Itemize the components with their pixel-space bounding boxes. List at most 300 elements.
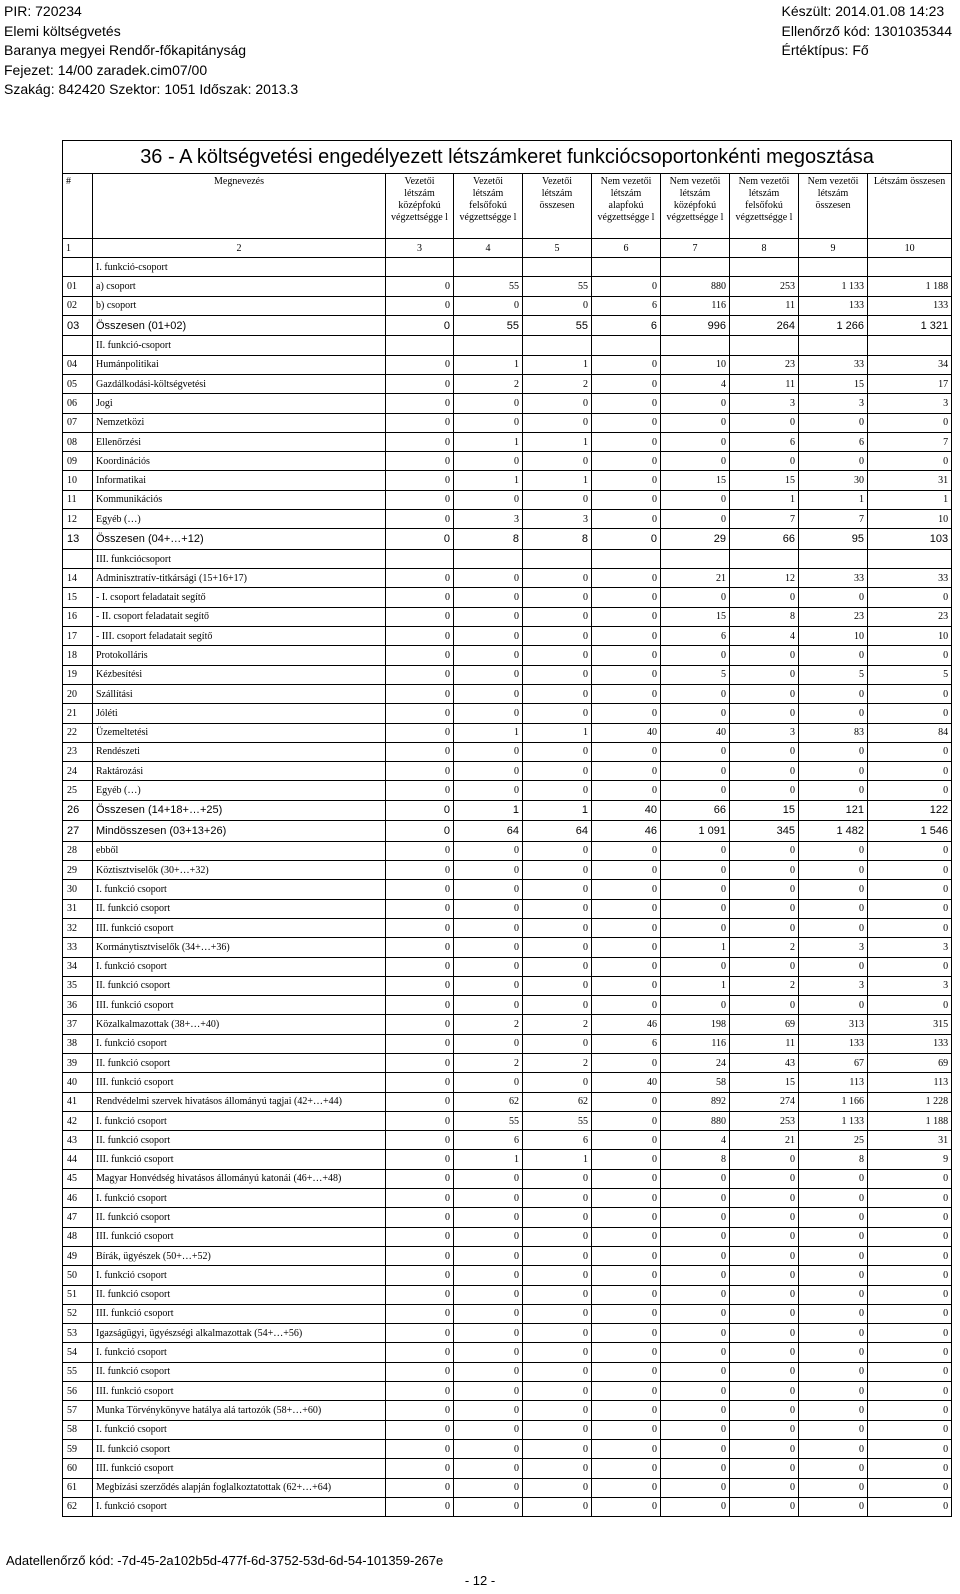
value-cell: 0	[454, 1304, 523, 1323]
row-name: I. funkció csoport	[93, 1034, 386, 1053]
value-cell: 0	[592, 918, 661, 937]
row-code: 38	[63, 1034, 93, 1053]
value-cell: 133	[799, 1034, 868, 1053]
value-cell: 0	[523, 704, 592, 723]
value-cell: 0	[799, 1304, 868, 1323]
value-cell: 0	[661, 742, 730, 761]
value-cell: 0	[386, 1111, 454, 1130]
row-code: 13	[63, 529, 93, 550]
value-cell: 0	[386, 880, 454, 899]
value-cell: 0	[454, 569, 523, 588]
value-cell: 0	[868, 1439, 952, 1458]
value-cell: 0	[661, 510, 730, 529]
value-cell: 0	[592, 569, 661, 588]
value-cell: 0	[592, 607, 661, 626]
value-cell: 0	[730, 1246, 799, 1265]
value-cell: 0	[730, 665, 799, 684]
header-check-code: Ellenőrző kód: 1301035344	[781, 22, 952, 39]
value-cell: 0	[868, 452, 952, 471]
row-name: - III. csoport feladatait segítő	[93, 627, 386, 646]
row-code: 06	[63, 394, 93, 413]
value-cell: 0	[454, 1073, 523, 1092]
empty-cell	[454, 336, 523, 355]
row-code: 31	[63, 899, 93, 918]
row-code: 16	[63, 607, 93, 626]
row-code: 18	[63, 646, 93, 665]
value-cell: 0	[523, 1382, 592, 1401]
row-name: Megbízási szerződés alapján foglalkoztatottak (62+…+64)	[93, 1478, 386, 1497]
value-cell: 0	[799, 646, 868, 665]
value-cell: 0	[730, 918, 799, 937]
header-left	[4, 2, 298, 100]
value-cell: 113	[868, 1073, 952, 1092]
table-row	[63, 1034, 952, 1053]
row-code: 59	[63, 1439, 93, 1458]
value-cell: 1 188	[868, 277, 952, 296]
value-cell: 4	[661, 374, 730, 393]
table-title: 36 - A költségvetési engedélyezett létszámkeret funkciócsoportonkénti megosztása	[63, 141, 952, 174]
table-row	[63, 1382, 952, 1401]
value-cell: 10	[799, 627, 868, 646]
row-name: I. funkció csoport	[93, 1497, 386, 1516]
row-name: - I. csoport feladatait segítő	[93, 588, 386, 607]
value-cell: 0	[386, 296, 454, 315]
value-cell: 0	[868, 1208, 952, 1227]
value-cell: 0	[454, 1208, 523, 1227]
row-name: Igazságügyi, ügyészségi alkalmazottak (54+…+56)	[93, 1324, 386, 1343]
table-row	[63, 569, 952, 588]
value-cell: 0	[730, 704, 799, 723]
value-cell: 0	[386, 1459, 454, 1478]
value-cell: 0	[868, 413, 952, 432]
value-cell: 1	[454, 432, 523, 451]
value-cell: 1 188	[868, 1111, 952, 1130]
row-code: 03	[63, 315, 93, 336]
value-cell: 0	[868, 1324, 952, 1343]
value-cell: 0	[661, 704, 730, 723]
value-cell: 1 133	[799, 277, 868, 296]
value-cell: 1	[454, 723, 523, 742]
value-cell: 0	[799, 1420, 868, 1439]
value-cell: 10	[868, 627, 952, 646]
value-cell: 0	[592, 1478, 661, 1497]
row-code: 12	[63, 510, 93, 529]
value-cell: 0	[454, 627, 523, 646]
value-cell: 0	[592, 471, 661, 490]
table-row	[63, 723, 952, 742]
value-cell: 0	[523, 1420, 592, 1439]
row-code	[63, 336, 93, 355]
row-code: 52	[63, 1304, 93, 1323]
value-cell: 0	[730, 996, 799, 1015]
value-cell: 3	[730, 723, 799, 742]
value-cell: 0	[454, 413, 523, 432]
table-row	[63, 1343, 952, 1362]
value-cell: 0	[386, 861, 454, 880]
value-cell: 0	[523, 684, 592, 703]
row-code: 62	[63, 1497, 93, 1516]
value-cell: 58	[661, 1073, 730, 1092]
value-cell: 0	[454, 1362, 523, 1381]
value-cell: 0	[730, 742, 799, 761]
value-cell: 0	[868, 1285, 952, 1304]
row-name: Összesen (04+…+12)	[93, 529, 386, 550]
row-name: Rendvédelmi szervek hivatásos állományú tagjai (42+…+44)	[93, 1092, 386, 1111]
row-name: III. funkció csoport	[93, 1304, 386, 1323]
value-cell: 0	[386, 1131, 454, 1150]
value-cell: 0	[868, 1362, 952, 1381]
value-cell: 0	[386, 665, 454, 684]
value-cell: 0	[661, 1208, 730, 1227]
value-cell: 0	[386, 1227, 454, 1246]
value-cell: 0	[454, 762, 523, 781]
value-cell: 0	[454, 665, 523, 684]
value-cell: 67	[799, 1053, 868, 1072]
value-cell: 0	[799, 1246, 868, 1265]
value-cell: 0	[868, 1266, 952, 1285]
value-cell: 2	[523, 1053, 592, 1072]
value-cell: 0	[592, 1246, 661, 1265]
row-code: 48	[63, 1227, 93, 1246]
value-cell: 0	[868, 1382, 952, 1401]
table-row	[63, 899, 952, 918]
value-cell: 55	[523, 277, 592, 296]
value-cell: 6	[523, 1131, 592, 1150]
value-cell: 1 166	[799, 1092, 868, 1111]
value-cell: 0	[661, 762, 730, 781]
value-cell: 0	[523, 1169, 592, 1188]
row-code: 49	[63, 1246, 93, 1265]
section-row	[63, 336, 952, 355]
value-cell: 0	[454, 1189, 523, 1208]
table-row	[63, 627, 952, 646]
table-row	[63, 1169, 952, 1188]
row-code: 50	[63, 1266, 93, 1285]
value-cell: 0	[592, 355, 661, 374]
value-cell: 0	[730, 413, 799, 432]
value-cell: 3	[868, 938, 952, 957]
value-cell: 0	[454, 452, 523, 471]
col-header-nonleader-basic: Nem vezetői létszám alapfokú végzettségge l	[592, 174, 661, 239]
value-cell: 0	[386, 918, 454, 937]
value-cell: 2	[730, 976, 799, 995]
value-cell: 0	[661, 1304, 730, 1323]
row-code: 22	[63, 723, 93, 742]
table-row	[63, 471, 952, 490]
value-cell: 64	[523, 821, 592, 842]
table-row	[63, 781, 952, 800]
value-cell: 0	[523, 296, 592, 315]
value-cell: 6	[454, 1131, 523, 1150]
value-cell: 0	[661, 1246, 730, 1265]
value-cell: 133	[868, 296, 952, 315]
col-number: 1	[63, 239, 93, 258]
row-code: 61	[63, 1478, 93, 1497]
row-code: 05	[63, 374, 93, 393]
value-cell: 0	[661, 684, 730, 703]
table-row	[63, 1092, 952, 1111]
value-cell: 0	[661, 1478, 730, 1497]
section-title: III. funkciócsoport	[93, 549, 386, 568]
value-cell: 0	[454, 1285, 523, 1304]
value-cell: 0	[592, 938, 661, 957]
value-cell: 9	[868, 1150, 952, 1169]
value-cell: 0	[523, 957, 592, 976]
value-cell: 0	[386, 569, 454, 588]
value-cell: 5	[661, 665, 730, 684]
table-row	[63, 607, 952, 626]
value-cell: 0	[523, 1439, 592, 1458]
value-cell: 0	[730, 1227, 799, 1246]
value-cell: 0	[386, 394, 454, 413]
value-cell: 0	[592, 762, 661, 781]
value-cell: 0	[661, 996, 730, 1015]
row-code: 45	[63, 1169, 93, 1188]
row-name: Egyéb (…)	[93, 781, 386, 800]
value-cell: 1	[523, 471, 592, 490]
value-cell: 0	[730, 1439, 799, 1458]
empty-cell	[868, 258, 952, 277]
row-name: Magyar Honvédség hivatásos állományú katonái (46+…+48)	[93, 1169, 386, 1188]
value-cell: 0	[386, 413, 454, 432]
row-name: II. funkció csoport	[93, 1285, 386, 1304]
value-cell: 0	[523, 781, 592, 800]
value-cell: 0	[730, 1459, 799, 1478]
row-name: Munka Törvénykönyve hatálya alá tartozók (58+…+60)	[93, 1401, 386, 1420]
col-header-leader-total: Vezetői létszám összesen	[523, 174, 592, 239]
value-cell: 10	[661, 355, 730, 374]
value-cell: 0	[386, 646, 454, 665]
value-cell: 23	[799, 607, 868, 626]
col-header-leader-secondary: Vezetői létszám középfokú végzettségge l	[386, 174, 454, 239]
value-cell: 0	[868, 1169, 952, 1188]
value-cell: 0	[730, 1420, 799, 1439]
header-created: Készült: 2014.01.08 14:23	[781, 3, 945, 19]
value-cell: 0	[868, 588, 952, 607]
table-row	[63, 413, 952, 432]
value-cell: 0	[454, 607, 523, 626]
row-name: Jogi	[93, 394, 386, 413]
value-cell: 69	[868, 1053, 952, 1072]
row-name: Raktározási	[93, 762, 386, 781]
value-cell: 4	[730, 627, 799, 646]
row-name: I. funkció csoport	[93, 1111, 386, 1130]
value-cell: 0	[730, 1266, 799, 1285]
row-name: II. funkció csoport	[93, 899, 386, 918]
value-cell: 55	[454, 277, 523, 296]
col-number: 9	[799, 239, 868, 258]
table-row	[63, 432, 952, 451]
row-name: Bírák, ügyészek (50+…+52)	[93, 1246, 386, 1265]
value-cell: 1 091	[661, 821, 730, 842]
value-cell: 0	[523, 588, 592, 607]
empty-cell	[523, 336, 592, 355]
value-cell: 0	[661, 1382, 730, 1401]
value-cell: 25	[799, 1131, 868, 1150]
value-cell: 1	[661, 976, 730, 995]
value-cell: 0	[799, 704, 868, 723]
value-cell: 0	[799, 996, 868, 1015]
value-cell: 0	[592, 1131, 661, 1150]
value-cell: 0	[386, 899, 454, 918]
value-cell: 0	[730, 841, 799, 860]
value-cell: 40	[592, 800, 661, 821]
table-row	[63, 452, 952, 471]
value-cell: 0	[454, 742, 523, 761]
row-code: 51	[63, 1285, 93, 1304]
value-cell: 64	[454, 821, 523, 842]
value-cell: 30	[799, 471, 868, 490]
col-number: 10	[868, 239, 952, 258]
header-chapter: Fejezet: 14/00 zaradek.cim07/00	[4, 61, 208, 78]
value-cell: 23	[868, 607, 952, 626]
table-row	[63, 1362, 952, 1381]
value-cell: 0	[523, 452, 592, 471]
value-cell: 0	[592, 781, 661, 800]
value-cell: 0	[454, 1324, 523, 1343]
table-row	[63, 394, 952, 413]
value-cell: 3	[799, 394, 868, 413]
row-name: Egyéb (…)	[93, 510, 386, 529]
value-cell: 0	[386, 762, 454, 781]
value-cell: 0	[386, 1420, 454, 1439]
value-cell: 0	[592, 510, 661, 529]
value-cell: 0	[799, 957, 868, 976]
row-code: 57	[63, 1401, 93, 1420]
header-value-type: Értéktípus: Fő	[781, 42, 869, 58]
value-cell: 0	[868, 1227, 952, 1246]
value-cell: 34	[868, 355, 952, 374]
value-cell: 0	[386, 588, 454, 607]
value-cell: 84	[868, 723, 952, 742]
row-code: 42	[63, 1111, 93, 1130]
value-cell: 0	[592, 1150, 661, 1169]
row-name: II. funkció csoport	[93, 976, 386, 995]
value-cell: 0	[386, 315, 454, 336]
empty-cell	[523, 258, 592, 277]
value-cell: 0	[386, 627, 454, 646]
value-cell: 0	[661, 957, 730, 976]
row-code: 28	[63, 841, 93, 860]
value-cell: 892	[661, 1092, 730, 1111]
value-cell: 6	[592, 296, 661, 315]
value-cell: 2	[454, 1015, 523, 1034]
value-cell: 0	[592, 880, 661, 899]
row-code: 35	[63, 976, 93, 995]
value-cell: 55	[523, 315, 592, 336]
table-row	[63, 374, 952, 393]
value-cell: 0	[592, 861, 661, 880]
value-cell: 69	[730, 1015, 799, 1034]
row-code: 43	[63, 1131, 93, 1150]
value-cell: 21	[730, 1131, 799, 1150]
row-code: 01	[63, 277, 93, 296]
value-cell: 0	[386, 841, 454, 860]
value-cell: 116	[661, 296, 730, 315]
value-cell: 0	[386, 1343, 454, 1362]
empty-cell	[592, 336, 661, 355]
table-row	[63, 841, 952, 860]
value-cell: 0	[386, 1034, 454, 1053]
value-cell: 0	[799, 1285, 868, 1304]
value-cell: 0	[799, 781, 868, 800]
value-cell: 0	[592, 1266, 661, 1285]
value-cell: 55	[523, 1111, 592, 1130]
value-cell: 1	[454, 1150, 523, 1169]
row-code: 10	[63, 471, 93, 490]
row-code: 55	[63, 1362, 93, 1381]
value-cell: 31	[868, 1131, 952, 1150]
value-cell: 11	[730, 296, 799, 315]
value-cell: 0	[454, 861, 523, 880]
value-cell: 0	[454, 1497, 523, 1516]
value-cell: 0	[386, 452, 454, 471]
headcount-table	[62, 140, 952, 1517]
value-cell: 0	[454, 1459, 523, 1478]
row-name: II. funkció csoport	[93, 1053, 386, 1072]
value-cell: 0	[386, 1497, 454, 1516]
value-cell: 0	[523, 1324, 592, 1343]
value-cell: 0	[868, 861, 952, 880]
value-cell: 0	[592, 1227, 661, 1246]
value-cell: 0	[592, 899, 661, 918]
row-name: Nemzetközi	[93, 413, 386, 432]
value-cell: 264	[730, 315, 799, 336]
table-row	[63, 684, 952, 703]
value-cell: 0	[799, 1401, 868, 1420]
row-code: 60	[63, 1459, 93, 1478]
empty-cell	[661, 258, 730, 277]
row-name: III. funkció csoport	[93, 1382, 386, 1401]
value-cell: 0	[730, 957, 799, 976]
value-cell: 0	[799, 899, 868, 918]
table-row	[63, 1227, 952, 1246]
value-cell: 2	[730, 938, 799, 957]
value-cell: 0	[592, 627, 661, 646]
value-cell: 0	[868, 646, 952, 665]
value-cell: 122	[868, 800, 952, 821]
value-cell: 0	[592, 1208, 661, 1227]
value-cell: 0	[592, 394, 661, 413]
value-cell: 2	[454, 374, 523, 393]
value-cell: 0	[386, 277, 454, 296]
value-cell: 0	[730, 1304, 799, 1323]
value-cell: 83	[799, 723, 868, 742]
row-name: Szállítási	[93, 684, 386, 703]
value-cell: 0	[730, 1497, 799, 1516]
row-name: Jóléti	[93, 704, 386, 723]
row-code: 53	[63, 1324, 93, 1343]
table-row	[63, 490, 952, 509]
value-cell: 0	[523, 1034, 592, 1053]
row-name: III. funkció csoport	[93, 1150, 386, 1169]
value-cell: 0	[799, 1343, 868, 1362]
value-cell: 0	[454, 781, 523, 800]
value-cell: 1 266	[799, 315, 868, 336]
value-cell: 0	[592, 684, 661, 703]
value-cell: 0	[799, 588, 868, 607]
table-row	[63, 588, 952, 607]
row-code: 20	[63, 684, 93, 703]
value-cell: 116	[661, 1034, 730, 1053]
value-cell: 3	[799, 976, 868, 995]
header-organization: Baranya megyei Rendőr-főkapitányság	[4, 42, 247, 58]
row-name: Összesen (01+02)	[93, 315, 386, 336]
value-cell: 0	[592, 1189, 661, 1208]
row-name: Ellenőrzési	[93, 432, 386, 451]
value-cell: 0	[523, 1343, 592, 1362]
empty-cell	[386, 549, 454, 568]
